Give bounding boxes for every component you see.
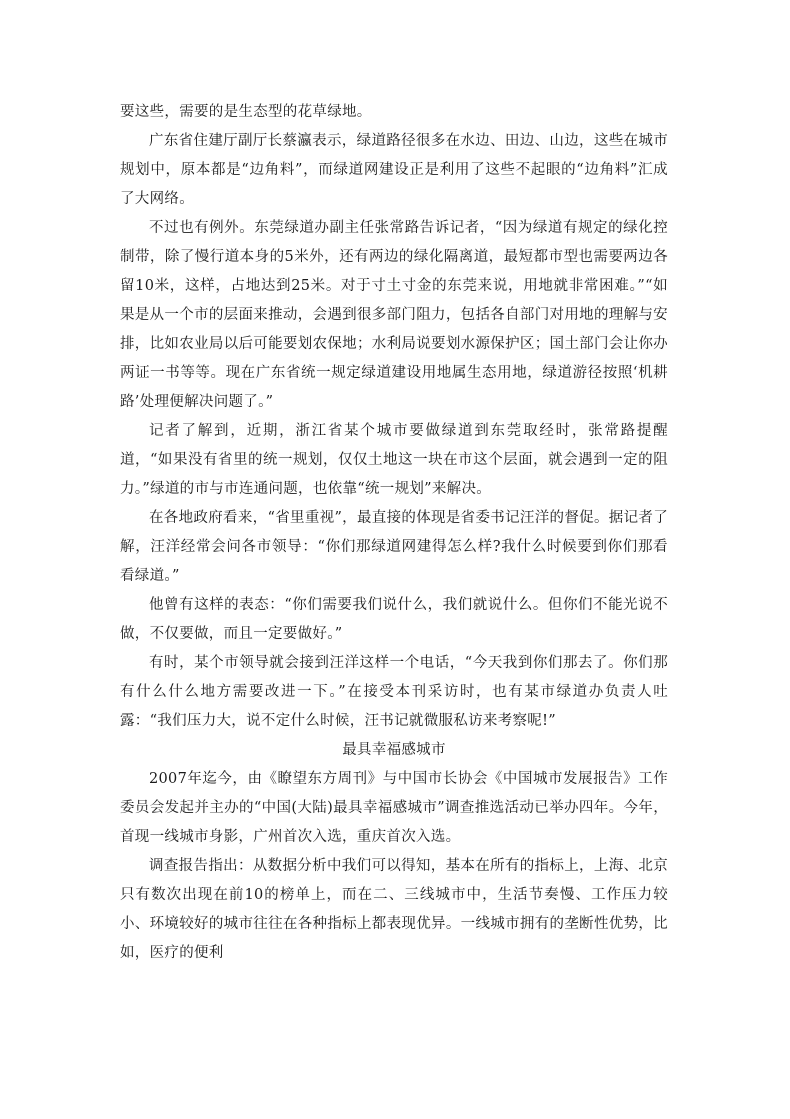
paragraph: 不过也有例外。东莞绿道办副主任张常路告诉记者，“因为绿道有规定的绿化控制带，除了慢行道本身的5米外，还有两边的绿化隔离道，最短都市型也需要两边各留10米，这样，占地达到25米。对于寸土寸金的东莞来说，用地就非常困难。”“如果是从一个市的层面来推动，会遇到很多部门阻力，包括各自部门对用地的理解与安排，比如农业局以后可能要划农保地；水利局说要划水源保护区；国土部门会让你办两证一书等等。现在广东省统一规定绿道建设用地属生态用地，绿道游径按照‘机耕路’处理便解决问题了。”	[120, 220, 668, 410]
paragraph: 在各地政府看来，“省里重视”，最直接的体现是省委书记汪洋的督促。据记者了解，汪洋经常会问各市领导：“你们那绿道网建得怎么样?我什么时候要到你们那看看绿道。”	[120, 510, 668, 584]
section-heading: 最具幸福感城市	[342, 742, 446, 758]
paragraph: 2007年迄今，由《瞭望东方周刊》与中国市长协会《中国城市发展报告》工作委员会发起并主办的“中国(大陆)最具幸福感城市”调查推选活动已举办四年。今年，首现一线城市身影，广州首次入选，重庆首次入选。	[120, 771, 668, 845]
paragraph: 记者了解到，近期，浙江省某个城市要做绿道到东莞取经时，张常路提醒道，“如果没有省里的统一规划，仅仅土地这一块在市这个层面，就会遇到一定的阻力。”绿道的市与市连通问题，也依靠“统一规划”来解决。	[120, 423, 668, 497]
paragraph: 有时，某个市领导就会接到汪洋这样一个电话，“今天我到你们那去了。你们那有什么什么地方需要改进一下。”在接受本刊采访时，也有某市绿道办负责人吐露：“我们压力大，说不定什么时候，汪书记就微服私访来考察呢!”	[120, 655, 668, 729]
paragraph: 要这些，需要的是生态型的花草绿地。	[120, 104, 372, 120]
paragraph: 他曾有这样的表态：“你们需要我们说什么，我们就说什么。但你们不能光说不做，不仅要做，而且一定要做好。”	[120, 597, 668, 642]
paragraph: 广东省住建厅副厅长蔡瀛表示，绿道路径很多在水边、田边、山边，这些在城市规划中，原本都是“边角料”，而绿道网建设正是利用了这些不起眼的“边角料”汇成了大网络。	[120, 133, 668, 207]
paragraph: 调查报告指出：从数据分析中我们可以得知，基本在所有的指标上，上海、北京只有数次出现在前10的榜单上，而在二、三线城市中，生活节奏慢、工作压力较小、环境较好的城市往往在各种指标上都表现优异。一线城市拥有的垄断性优势，比如，医疗的便利	[120, 858, 668, 961]
document-body	[120, 98, 668, 968]
